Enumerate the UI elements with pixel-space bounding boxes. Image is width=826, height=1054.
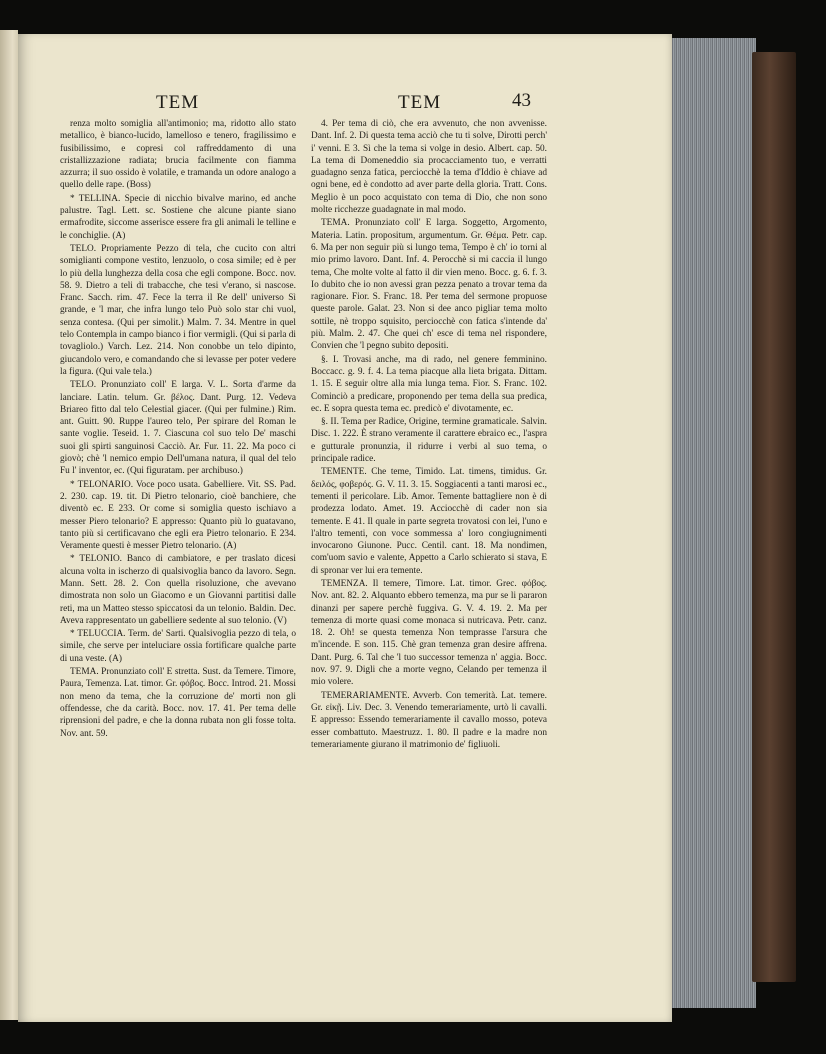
entry-paragraph: * TELLINA. Specie di nicchio bivalve marino, ed anche palustre. Tagl. Lett. sc. Sostiene che alcune piante siano ermafrodite, siccome asserisce essere fra gli animali le telline e le conchiglie. (A) — [60, 193, 296, 241]
right-column — [311, 118, 547, 752]
entry-paragraph: * TELONARIO. Voce poco usata. Gabelliere. Vit. SS. Pad. 2. 230. cap. 19. tit. Di Pietro telonario, cioè banchiere, che diventò ec. E 233. Or come si somiglia questo ischiavo a messer Piero telonario? E appresso: Quanto più lo guatavano, tanto più si certificavano che egli era Pietro telonario. E 234. Veramente questi è messer Pietro telonario. (A) — [60, 479, 296, 552]
facing-page-edge — [0, 30, 18, 1020]
book-cover — [752, 52, 796, 982]
entry-paragraph: TELO. Pronunziato coll' E larga. V. L. Sorta d'arme da lanciare. Latin. telum. Gr. βέλος. Dant. Purg. 12. Vedeva Briareo fitto dal telo Celestial giacer. (Qui per fulmine.) Rim. ant. Guitt. 90. Ruppe l'aureo telo, Per spirare del Roman le sante voglie. Teseid. 1. 7. Ciascuna col suo telo De' maschi suoi gli spirti sanguinosi Cacciò. Ar. Fur. 11. 22. Ma poco ci giovò; chè 'l nemico empio Dell'umana natura, il qual del telo Fu l' inventor, ec. (Qui figuratam. per archibuso.) — [60, 380, 296, 477]
entry-paragraph: 4. Per tema di ciò, che era avvenuto, che non avvenisse. Dant. Inf. 2. Di questa tema acciò che tu ti solve, Dirotti perch' i' venni. E 3. Sì che la tema si volge in desio. Albert. cap. 50. La tema di Domeneddio sia procacciamento tuo, e verratti guadagno senza fatica, perciocchè la tema d'Iddio è chiave ad ogni bene, ed è condotto ad aver parte della gloria. Tratt. Cons. Meglio è un poco acquistato con tema di Dio, che non sono molte ricchezze guadagnate in mal modo. — [311, 119, 547, 216]
entry-paragraph: * TELONIO. Banco di cambiatore, e per traslato dicesi alcuna volta in ischerzo di qualsivoglia banco da lavoro. Segn. Mann. Sett. 28. 2. Con quella risoluzione, che avevano dimostrata non solo un Giacomo e un Giovanni partitisi dalle reti, ma un Matteo stesso spiccatosi da un telonio. Baldin. Dec. Aveva rappresentato un gabelliere sedente al suo telonio. (V) — [60, 554, 296, 626]
entry-paragraph: TEMA. Pronunziato coll' E larga. Soggetto, Argomento, Materia. Latin. propositum, argumentum. Gr. Θέμα. Petr. cap. 6. Ma per non seguir più si lungo tema, Tempo è ch' io torni al mio primo lavoro. Dant. Inf. 4. Perocchè si mi caccia il lungo tema, Che molte volte al fatto il dir vien meno. Bocc. g. 6. f. 3. Io dubito che io non avessi gran pezza penato a trovar tema da ragionare. Fior. S. Franc. 18. Per tema del sermone propuose queste parole. Galat. 23. Non si dee anco pigliar tema molto sottile, nè troppo squisito, perciocchè con fatica s'intende da' più. Malm. 2. 47. Che quei ch' esce di tema nel rispondere, Convien che 'l pegno subito depositi. — [311, 218, 547, 352]
entry-paragraph: * TELUCCIA. Term. de' Sarti. Qualsivoglia pezzo di tela, o simile, che serve per inteluciare ossia fortificare qualche parte di una veste. (A) — [60, 629, 296, 664]
entry-paragraph: TEMENTE. Che teme, Timido. Lat. timens, timidus. Gr. δειλός, φοβερός. G. V. 11. 3. 15. Soggiacenti a tanti marosi ec., tementi il pericolare. Lib. Amor. Temente battagliere non è di prodezza lodato. Amet. 19. Acciocchè di cader non sia temente. E 41. Il quale in parte segreta trovatosi con lei, l'uno e l'altro tementi, con voce sommessa a' loro congiugnimenti invocarono Giunone. Pucc. Centil. cant. 18. Ma nondimen, com'uom savio e valente, Appetto a Carlo schierato si stava, E di spronar ver lui era temente. — [311, 467, 547, 576]
entry-paragraph: renza molto somiglia all'antimonio; ma, ridotto allo stato metallico, è bianco-lucido, lamelloso e tenero, fragilissimo e fusibilissimo, e copresi col raffreddamento di una cristallizzazione radiata; brucia facilmente con fiamma azzurra; il suo ossido è volatile, e tramanda un odore analogo a quello delle rape. (Boss) — [60, 119, 296, 191]
right-running-head: TEM — [398, 92, 442, 113]
left-column — [60, 118, 296, 741]
entry-paragraph: TEMERARIAMENTE. Avverb. Con temerità. Lat. temere. Gr. εἰκῇ. Liv. Dec. 3. Venendo temerariamente, urtò li cavalli. E appresso: Essendo temerariamente il cavallo mosso, poteva esser combattuto. Maestruzz. 1. 80. Il padre e la madre non temerariamente giurano il matrimonio de' figliuoli. — [311, 690, 547, 750]
entry-paragraph: §. II. Tema per Radice, Origine, termine gramaticale. Salvin. Disc. 1. 222. È strano veramente il carattere ebraico ec., l'aspra e gutturale pronunzia, il ridurre i verbi al suo tema, o principale radice. — [311, 417, 547, 465]
dictionary-page — [18, 34, 672, 1022]
page-block-edge — [670, 38, 756, 1008]
entry-paragraph: §. I. Trovasi anche, ma di rado, nel genere femminino. Boccacc. g. 9. f. 4. La tema piacque alla lieta brigata. Dittam. 1. 15. E seguir oltre alla mia lunga tema. Fior. S. Franc. 102. Cominciò a predicare, proponendo per tema della sua predica, ec. E sopra questa tema ec. predicò e' divotamente, ec. — [311, 354, 547, 414]
page-number: 43 — [512, 90, 531, 111]
entry-paragraph: TEMENZA. Il temere, Timore. Lat. timor. Grec. φόβος. Nov. ant. 82. 2. Alquanto ebbero temenza, ma pur se li pararon dinanzi per sapere perchè fuggiva. G. V. 4. 19. 2. Ma per temenza di morte quasi come monaca si nutricava. Petr. canz. 18. 2. Oh! se questa temenza Non temprasse l'arsura che m'incende. E son. 115. Chè gran temenza gran desire affrena. Dant. Purg. 6. Tal che 'l tuo successor temenza n' aggia. Bocc. nov. 97. 9. Digli che a morte vegno, Celando per temenza il mio volere. — [311, 578, 547, 688]
left-running-head: TEM — [156, 92, 200, 113]
entry-paragraph: TELO. Propriamente Pezzo di tela, che cucito con altri somiglianti compone vestito, lenzuolo, o cosa simile; ed è per lo più della lunghezza della cosa che egli compone. Bocc. nov. 58. 9. Dietro a teli di trabacche, che tesi v'erano, si nascose. Franc. Sacch. rim. 47. Fece la terra il Re dell' universo Sì grande, e 'l mar, che infra lungo telo Può solo star chi vuol, senza contesa. (Qui per simolit.) Malm. 7. 34. Mentre in quel telo Contempla in campo bianco i fior vermigli. (Qui si parla di tovagliolo.) Varch. Lez. 214. Non conobbe un telo dipinto, giucandolo vero, e comandando che si levasse per poter vedere la figura. (Qui vale tela.) — [60, 243, 296, 377]
entry-paragraph: TEMA. Pronunziato coll' E stretta. Sust. da Temere. Timore, Paura, Temenza. Lat. timor. Gr. φόβος. Bocc. Introd. 21. Mossi non meno da tema, che la corruzione de' morti non gli offendesse, che da carità. Bocc. nov. 17. 41. Per tema delle riprensioni del padre, e che la donna rubata non gli fosse tolta. Nov. ant. 59. — [60, 667, 296, 739]
